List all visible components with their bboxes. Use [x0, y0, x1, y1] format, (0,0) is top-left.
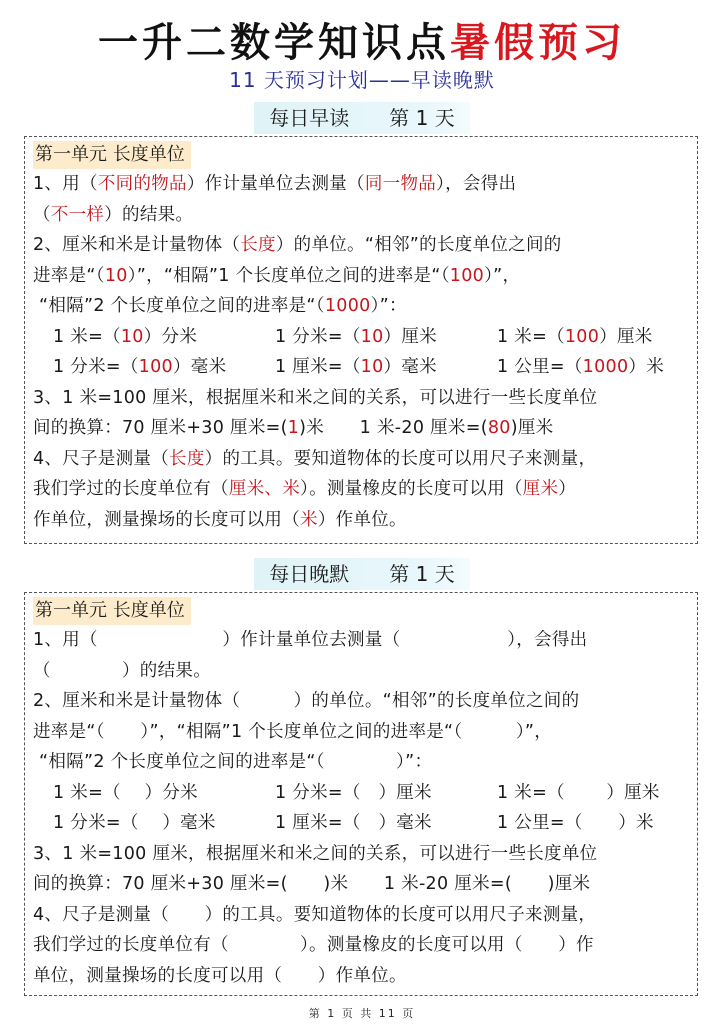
evening-line-3: 2、厘米和米是计量物体（ ）的单位。“相邻”的长度单位之间的 [33, 691, 580, 711]
evening-line-12: 单位，测量操场的长度可以用（ ）作单位。 [33, 965, 407, 986]
morning-line-5: “相隔”2 个长度单位之间的进率是“（1000）”： [39, 296, 407, 316]
morning-line-4: 进率是“（10）”，“相隔”1 个长度单位之间的进率是“（100）”， [33, 265, 521, 286]
morning-line-3: 2、厘米和米是计量物体（长度）的单位。“相邻”的长度单位之间的 [33, 235, 562, 255]
morning-conversions-row-2: 1 分米=（100）毫米 1 厘米=（10）毫米 1 公里=（1000）米 [53, 357, 665, 377]
evening-line-5: “相隔”2 个长度单位之间的进率是“（ ）”： [39, 752, 433, 772]
morning-line-1: 1、用（不同的物品）作计量单位去测量（同一物品），会得出 [33, 174, 517, 194]
page-footer: 第 1 页 共 11 页 [308, 1007, 416, 1020]
morning-header-day: 第 1 天 [389, 106, 455, 130]
evening-line-10: 4、尺子是测量（ ）的工具。要知道物体的长度可以用尺子来测量， [33, 904, 597, 925]
evening-line-2: （ ）的结果。 [33, 660, 211, 681]
morning-line-9: 间的换算：70 厘米+30 厘米=(1)米 1 米-20 厘米=(80)厘米 [33, 418, 554, 438]
evening-line-11: 我们学过的长度单位有（ ）。测量橡皮的长度可以用（ ）作 [33, 935, 594, 955]
evening-box [24, 592, 698, 996]
evening-conversions-row-1: 1 米=（ ）分米 1 分米=（ ）厘米 1 米=（ ）厘米 [53, 782, 660, 803]
title-main: 一升二数学知识点 [98, 19, 450, 66]
evening-conversions-row-2: 1 分米=（ ）毫米 1 厘米=（ ）毫米 1 公里=（ ）米 [53, 813, 654, 833]
page-subtitle: 11 天预习计划——早读晚默 [229, 68, 495, 92]
morning-unit-title: 第一单元 长度单位 [33, 141, 191, 169]
evening-line-1: 1、用（ ）作计量单位去测量（ ），会得出 [33, 630, 588, 650]
morning-box [24, 136, 698, 544]
evening-header [254, 558, 470, 590]
morning-header [254, 102, 470, 134]
evening-unit-title: 第一单元 长度单位 [33, 597, 191, 625]
title-highlight: 暑假预习 [450, 19, 626, 66]
evening-line-8: 3、1 米=100 厘米，根据厘米和米之间的关系，可以进行一些长度单位 [33, 843, 598, 864]
morning-header-label: 每日早读 [269, 106, 350, 130]
evening-header-label: 每日晚默 [269, 562, 350, 586]
morning-line-12: 作单位，测量操场的长度可以用（米）作单位。 [33, 509, 407, 530]
morning-line-10: 4、尺子是测量（长度）的工具。要知道物体的长度可以用尺子来测量， [33, 448, 597, 469]
evening-line-9: 间的换算：70 厘米+30 厘米=( )米 1 米-20 厘米=( )厘米 [33, 874, 591, 894]
evening-header-day: 第 1 天 [389, 562, 455, 586]
page-title [0, 18, 724, 68]
evening-line-4: 进率是“（ ）”，“相隔”1 个长度单位之间的进率是“（ ）”， [33, 721, 553, 742]
morning-line-8: 3、1 米=100 厘米，根据厘米和米之间的关系，可以进行一些长度单位 [33, 387, 598, 408]
morning-line-2: （不一样）的结果。 [33, 204, 194, 225]
morning-line-11: 我们学过的长度单位有（厘米、米）。测量橡皮的长度可以用（厘米） [33, 479, 577, 499]
morning-conversions-row-1: 1 米=（10）分米 1 分米=（10）厘米 1 米=（100）厘米 [53, 326, 653, 347]
